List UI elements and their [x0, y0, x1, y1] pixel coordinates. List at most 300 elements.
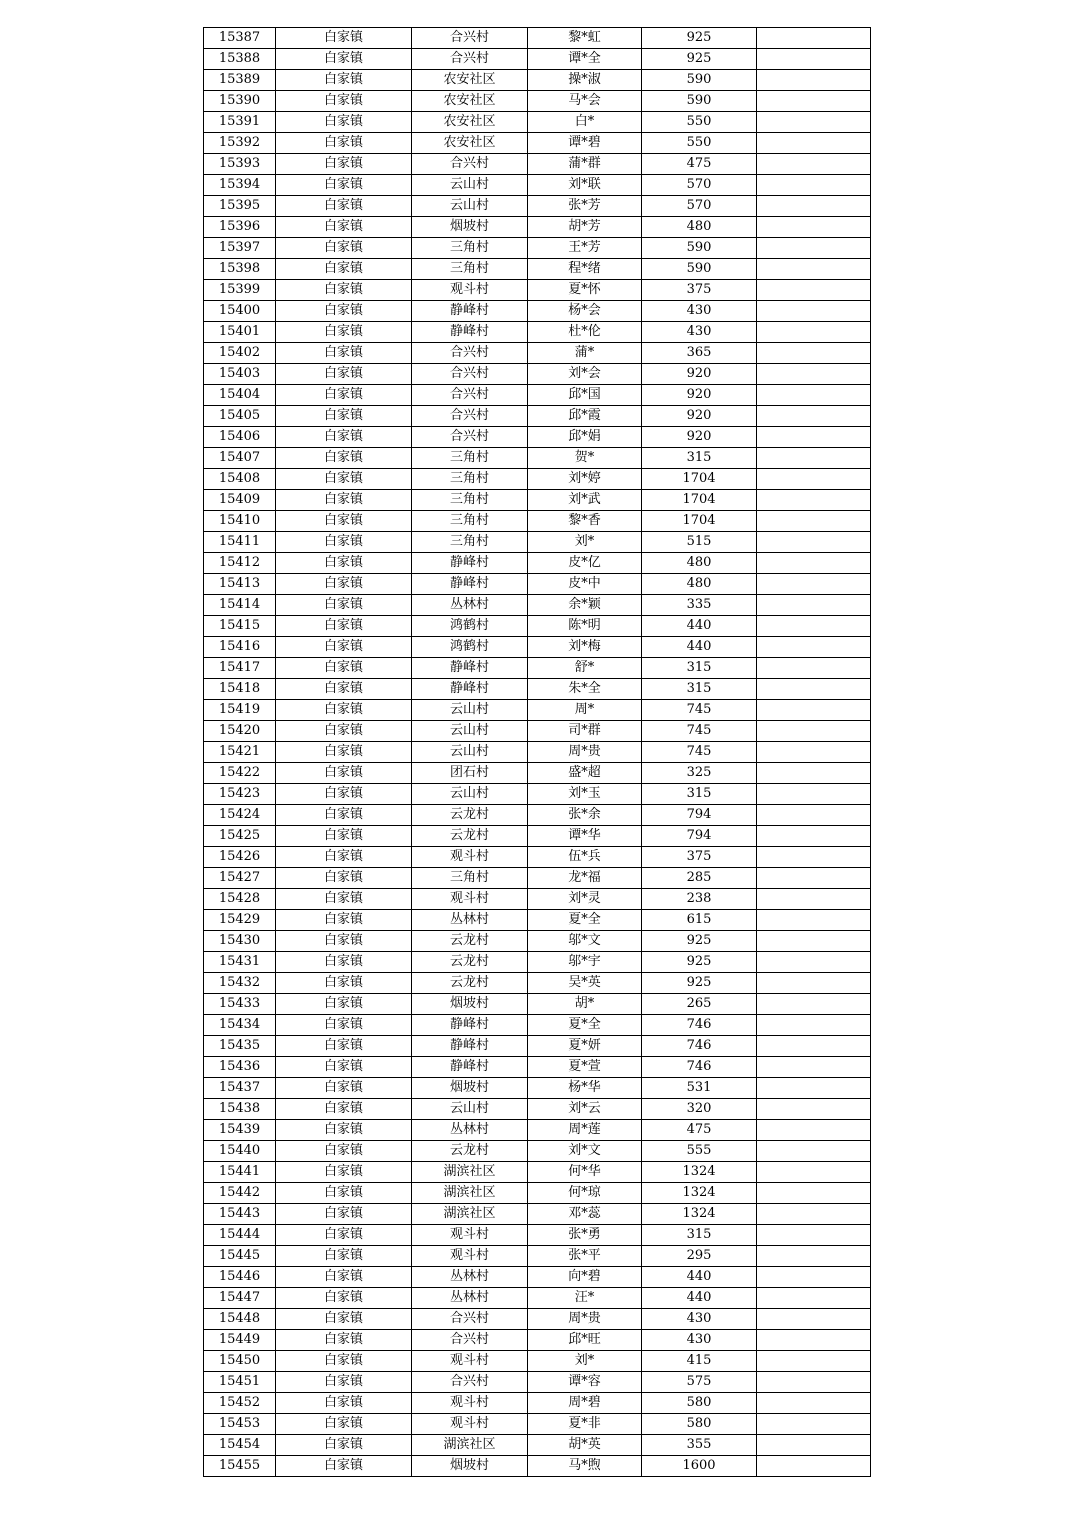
village-cell: 观斗村 [412, 1414, 528, 1435]
village-cell: 三角村 [412, 532, 528, 553]
serial-number-cell: 15443 [204, 1204, 276, 1225]
village-cell: 云龙村 [412, 952, 528, 973]
village-cell: 静峰村 [412, 658, 528, 679]
town-cell: 白家镇 [276, 1372, 412, 1393]
table-row [204, 301, 871, 322]
town-cell: 白家镇 [276, 280, 412, 301]
remark-cell [757, 910, 871, 931]
village-cell: 烟坡村 [412, 1078, 528, 1099]
table-row [204, 1204, 871, 1225]
remark-cell [757, 1036, 871, 1057]
town-cell: 白家镇 [276, 1309, 412, 1330]
remark-cell [757, 238, 871, 259]
table-row [204, 427, 871, 448]
town-cell: 白家镇 [276, 238, 412, 259]
table-row [204, 574, 871, 595]
table-row [204, 721, 871, 742]
village-cell: 云龙村 [412, 931, 528, 952]
table-row [204, 238, 871, 259]
town-cell: 白家镇 [276, 700, 412, 721]
name-cell: 张*平 [528, 1246, 642, 1267]
serial-number-cell: 15429 [204, 910, 276, 931]
data-table [203, 27, 871, 1477]
town-cell: 白家镇 [276, 427, 412, 448]
remark-cell [757, 133, 871, 154]
town-cell: 白家镇 [276, 175, 412, 196]
village-cell: 湖滨社区 [412, 1204, 528, 1225]
name-cell: 夏*全 [528, 910, 642, 931]
table-row [204, 511, 871, 532]
serial-number-cell: 15416 [204, 637, 276, 658]
village-cell: 湖滨社区 [412, 1183, 528, 1204]
table-row [204, 343, 871, 364]
name-cell: 余*颖 [528, 595, 642, 616]
remark-cell [757, 973, 871, 994]
town-cell: 白家镇 [276, 1204, 412, 1225]
town-cell: 白家镇 [276, 1225, 412, 1246]
amount-cell: 794 [642, 805, 757, 826]
amount-cell: 440 [642, 637, 757, 658]
remark-cell [757, 385, 871, 406]
town-cell: 白家镇 [276, 1288, 412, 1309]
name-cell: 张*勇 [528, 1225, 642, 1246]
name-cell: 刘*婷 [528, 469, 642, 490]
table-row [204, 805, 871, 826]
amount-cell: 925 [642, 28, 757, 49]
table-row [204, 322, 871, 343]
town-cell: 白家镇 [276, 973, 412, 994]
name-cell: 贺* [528, 448, 642, 469]
town-cell: 白家镇 [276, 931, 412, 952]
remark-cell [757, 931, 871, 952]
serial-number-cell: 15414 [204, 595, 276, 616]
table-row [204, 742, 871, 763]
table-row [204, 952, 871, 973]
table-row [204, 616, 871, 637]
town-cell: 白家镇 [276, 301, 412, 322]
amount-cell: 285 [642, 868, 757, 889]
name-cell: 张*芳 [528, 196, 642, 217]
serial-number-cell: 15415 [204, 616, 276, 637]
remark-cell [757, 700, 871, 721]
name-cell: 操*淑 [528, 70, 642, 91]
village-cell: 静峰村 [412, 574, 528, 595]
serial-number-cell: 15448 [204, 1309, 276, 1330]
remark-cell [757, 1057, 871, 1078]
remark-cell [757, 301, 871, 322]
amount-cell: 265 [642, 994, 757, 1015]
amount-cell: 480 [642, 217, 757, 238]
village-cell: 三角村 [412, 868, 528, 889]
remark-cell [757, 952, 871, 973]
village-cell: 观斗村 [412, 1351, 528, 1372]
town-cell: 白家镇 [276, 616, 412, 637]
amount-cell: 475 [642, 1120, 757, 1141]
remark-cell [757, 154, 871, 175]
village-cell: 湖滨社区 [412, 1435, 528, 1456]
name-cell: 刘*联 [528, 175, 642, 196]
village-cell: 三角村 [412, 511, 528, 532]
amount-cell: 746 [642, 1036, 757, 1057]
remark-cell [757, 1435, 871, 1456]
remark-cell [757, 1372, 871, 1393]
village-cell: 丛林村 [412, 1267, 528, 1288]
table-row [204, 910, 871, 931]
village-cell: 观斗村 [412, 847, 528, 868]
table-row [204, 175, 871, 196]
remark-cell [757, 868, 871, 889]
town-cell: 白家镇 [276, 217, 412, 238]
table-row [204, 1351, 871, 1372]
amount-cell: 315 [642, 448, 757, 469]
amount-cell: 920 [642, 364, 757, 385]
village-cell: 团石村 [412, 763, 528, 784]
serial-number-cell: 15455 [204, 1456, 276, 1477]
remark-cell [757, 511, 871, 532]
serial-number-cell: 15447 [204, 1288, 276, 1309]
remark-cell [757, 427, 871, 448]
table-row [204, 448, 871, 469]
remark-cell [757, 1351, 871, 1372]
amount-cell: 440 [642, 1267, 757, 1288]
serial-number-cell: 15411 [204, 532, 276, 553]
town-cell: 白家镇 [276, 1393, 412, 1414]
amount-cell: 440 [642, 1288, 757, 1309]
town-cell: 白家镇 [276, 112, 412, 133]
table-row [204, 700, 871, 721]
town-cell: 白家镇 [276, 1036, 412, 1057]
amount-cell: 746 [642, 1057, 757, 1078]
table-row [204, 406, 871, 427]
town-cell: 白家镇 [276, 826, 412, 847]
name-cell: 胡*芳 [528, 217, 642, 238]
table-row [204, 1456, 871, 1477]
name-cell: 夏*非 [528, 1414, 642, 1435]
town-cell: 白家镇 [276, 1057, 412, 1078]
remark-cell [757, 805, 871, 826]
serial-number-cell: 15394 [204, 175, 276, 196]
town-cell: 白家镇 [276, 490, 412, 511]
name-cell: 刘*灵 [528, 889, 642, 910]
serial-number-cell: 15439 [204, 1120, 276, 1141]
table-row [204, 658, 871, 679]
serial-number-cell: 15399 [204, 280, 276, 301]
remark-cell [757, 1099, 871, 1120]
remark-cell [757, 1330, 871, 1351]
name-cell: 周*莲 [528, 1120, 642, 1141]
table-body [204, 28, 871, 1477]
town-cell: 白家镇 [276, 28, 412, 49]
remark-cell [757, 742, 871, 763]
village-cell: 合兴村 [412, 364, 528, 385]
village-cell: 合兴村 [412, 154, 528, 175]
table-row [204, 1015, 871, 1036]
table-row [204, 364, 871, 385]
remark-cell [757, 763, 871, 784]
name-cell: 司*群 [528, 721, 642, 742]
town-cell: 白家镇 [276, 658, 412, 679]
town-cell: 白家镇 [276, 1267, 412, 1288]
village-cell: 烟坡村 [412, 217, 528, 238]
amount-cell: 570 [642, 175, 757, 196]
table-row [204, 1225, 871, 1246]
town-cell: 白家镇 [276, 196, 412, 217]
amount-cell: 480 [642, 574, 757, 595]
serial-number-cell: 15398 [204, 259, 276, 280]
town-cell: 白家镇 [276, 70, 412, 91]
table-row [204, 1372, 871, 1393]
serial-number-cell: 15438 [204, 1099, 276, 1120]
village-cell: 合兴村 [412, 406, 528, 427]
town-cell: 白家镇 [276, 742, 412, 763]
amount-cell: 590 [642, 238, 757, 259]
name-cell: 邓*蕊 [528, 1204, 642, 1225]
table-row [204, 763, 871, 784]
name-cell: 盛*超 [528, 763, 642, 784]
amount-cell: 920 [642, 427, 757, 448]
remark-cell [757, 448, 871, 469]
table-row [204, 490, 871, 511]
amount-cell: 920 [642, 385, 757, 406]
serial-number-cell: 15419 [204, 700, 276, 721]
name-cell: 马*煦 [528, 1456, 642, 1477]
village-cell: 云山村 [412, 742, 528, 763]
remark-cell [757, 847, 871, 868]
remark-cell [757, 28, 871, 49]
village-cell: 静峰村 [412, 1057, 528, 1078]
amount-cell: 925 [642, 952, 757, 973]
table-row [204, 889, 871, 910]
serial-number-cell: 15428 [204, 889, 276, 910]
name-cell: 皮*中 [528, 574, 642, 595]
town-cell: 白家镇 [276, 868, 412, 889]
village-cell: 云山村 [412, 175, 528, 196]
village-cell: 合兴村 [412, 343, 528, 364]
amount-cell: 375 [642, 280, 757, 301]
village-cell: 静峰村 [412, 301, 528, 322]
table-row [204, 1141, 871, 1162]
serial-number-cell: 15407 [204, 448, 276, 469]
amount-cell: 430 [642, 322, 757, 343]
table-row [204, 826, 871, 847]
name-cell: 杨*华 [528, 1078, 642, 1099]
serial-number-cell: 15440 [204, 1141, 276, 1162]
remark-cell [757, 1393, 871, 1414]
remark-cell [757, 322, 871, 343]
serial-number-cell: 15420 [204, 721, 276, 742]
name-cell: 刘*会 [528, 364, 642, 385]
name-cell: 邬*宇 [528, 952, 642, 973]
serial-number-cell: 15452 [204, 1393, 276, 1414]
remark-cell [757, 490, 871, 511]
amount-cell: 295 [642, 1246, 757, 1267]
remark-cell [757, 175, 871, 196]
table-row [204, 1393, 871, 1414]
amount-cell: 315 [642, 679, 757, 700]
village-cell: 云龙村 [412, 805, 528, 826]
remark-cell [757, 70, 871, 91]
village-cell: 鸿鹤村 [412, 637, 528, 658]
village-cell: 云山村 [412, 721, 528, 742]
town-cell: 白家镇 [276, 322, 412, 343]
remark-cell [757, 1267, 871, 1288]
remark-cell [757, 1141, 871, 1162]
amount-cell: 1324 [642, 1183, 757, 1204]
amount-cell: 1704 [642, 511, 757, 532]
table-row [204, 112, 871, 133]
remark-cell [757, 196, 871, 217]
amount-cell: 430 [642, 1309, 757, 1330]
name-cell: 谭*容 [528, 1372, 642, 1393]
name-cell: 王*芳 [528, 238, 642, 259]
amount-cell: 315 [642, 658, 757, 679]
amount-cell: 794 [642, 826, 757, 847]
remark-cell [757, 1225, 871, 1246]
village-cell: 丛林村 [412, 1120, 528, 1141]
serial-number-cell: 15400 [204, 301, 276, 322]
name-cell: 程*绪 [528, 259, 642, 280]
name-cell: 刘*玉 [528, 784, 642, 805]
remark-cell [757, 784, 871, 805]
amount-cell: 515 [642, 532, 757, 553]
name-cell: 夏*妍 [528, 1036, 642, 1057]
table-row [204, 91, 871, 112]
village-cell: 合兴村 [412, 1330, 528, 1351]
table-row [204, 1435, 871, 1456]
village-cell: 静峰村 [412, 322, 528, 343]
name-cell: 白* [528, 112, 642, 133]
serial-number-cell: 15430 [204, 931, 276, 952]
table-row [204, 280, 871, 301]
name-cell: 周* [528, 700, 642, 721]
name-cell: 周*贵 [528, 742, 642, 763]
name-cell: 杨*会 [528, 301, 642, 322]
name-cell: 邱*娟 [528, 427, 642, 448]
town-cell: 白家镇 [276, 532, 412, 553]
name-cell: 何*琼 [528, 1183, 642, 1204]
amount-cell: 555 [642, 1141, 757, 1162]
table-row [204, 1330, 871, 1351]
name-cell: 皮*亿 [528, 553, 642, 574]
village-cell: 观斗村 [412, 1225, 528, 1246]
town-cell: 白家镇 [276, 994, 412, 1015]
table-row [204, 469, 871, 490]
town-cell: 白家镇 [276, 49, 412, 70]
village-cell: 云山村 [412, 196, 528, 217]
table-row [204, 217, 871, 238]
village-cell: 云龙村 [412, 1141, 528, 1162]
village-cell: 云山村 [412, 1099, 528, 1120]
town-cell: 白家镇 [276, 364, 412, 385]
name-cell: 刘*梅 [528, 637, 642, 658]
table-row [204, 385, 871, 406]
amount-cell: 1324 [642, 1162, 757, 1183]
amount-cell: 355 [642, 1435, 757, 1456]
table-row [204, 1246, 871, 1267]
amount-cell: 335 [642, 595, 757, 616]
village-cell: 农安社区 [412, 91, 528, 112]
table-row [204, 1267, 871, 1288]
town-cell: 白家镇 [276, 805, 412, 826]
amount-cell: 1324 [642, 1204, 757, 1225]
town-cell: 白家镇 [276, 763, 412, 784]
town-cell: 白家镇 [276, 1435, 412, 1456]
serial-number-cell: 15403 [204, 364, 276, 385]
amount-cell: 365 [642, 343, 757, 364]
table-row [204, 133, 871, 154]
serial-number-cell: 15431 [204, 952, 276, 973]
town-cell: 白家镇 [276, 721, 412, 742]
serial-number-cell: 15402 [204, 343, 276, 364]
table-row [204, 1057, 871, 1078]
town-cell: 白家镇 [276, 952, 412, 973]
serial-number-cell: 15404 [204, 385, 276, 406]
village-cell: 观斗村 [412, 1393, 528, 1414]
amount-cell: 475 [642, 154, 757, 175]
village-cell: 丛林村 [412, 595, 528, 616]
serial-number-cell: 15450 [204, 1351, 276, 1372]
remark-cell [757, 616, 871, 637]
town-cell: 白家镇 [276, 784, 412, 805]
serial-number-cell: 15435 [204, 1036, 276, 1057]
name-cell: 龙*福 [528, 868, 642, 889]
serial-number-cell: 15422 [204, 763, 276, 784]
amount-cell: 550 [642, 133, 757, 154]
remark-cell [757, 1120, 871, 1141]
name-cell: 夏*全 [528, 1015, 642, 1036]
name-cell: 周*贵 [528, 1309, 642, 1330]
town-cell: 白家镇 [276, 1162, 412, 1183]
amount-cell: 325 [642, 763, 757, 784]
remark-cell [757, 553, 871, 574]
serial-number-cell: 15389 [204, 70, 276, 91]
town-cell: 白家镇 [276, 553, 412, 574]
remark-cell [757, 1183, 871, 1204]
amount-cell: 920 [642, 406, 757, 427]
table-row [204, 70, 871, 91]
serial-number-cell: 15453 [204, 1414, 276, 1435]
village-cell: 观斗村 [412, 280, 528, 301]
amount-cell: 430 [642, 301, 757, 322]
town-cell: 白家镇 [276, 1120, 412, 1141]
amount-cell: 615 [642, 910, 757, 931]
serial-number-cell: 15410 [204, 511, 276, 532]
remark-cell [757, 658, 871, 679]
village-cell: 静峰村 [412, 679, 528, 700]
amount-cell: 570 [642, 196, 757, 217]
village-cell: 合兴村 [412, 1372, 528, 1393]
village-cell: 云山村 [412, 700, 528, 721]
amount-cell: 925 [642, 49, 757, 70]
name-cell: 谭*碧 [528, 133, 642, 154]
village-cell: 三角村 [412, 238, 528, 259]
table-row [204, 49, 871, 70]
village-cell: 合兴村 [412, 49, 528, 70]
serial-number-cell: 15423 [204, 784, 276, 805]
town-cell: 白家镇 [276, 343, 412, 364]
name-cell: 汪* [528, 1288, 642, 1309]
amount-cell: 580 [642, 1414, 757, 1435]
name-cell: 吴*英 [528, 973, 642, 994]
serial-number-cell: 15412 [204, 553, 276, 574]
remark-cell [757, 721, 871, 742]
table-row [204, 1183, 871, 1204]
table-row [204, 1162, 871, 1183]
serial-number-cell: 15434 [204, 1015, 276, 1036]
town-cell: 白家镇 [276, 91, 412, 112]
remark-cell [757, 1246, 871, 1267]
town-cell: 白家镇 [276, 1015, 412, 1036]
